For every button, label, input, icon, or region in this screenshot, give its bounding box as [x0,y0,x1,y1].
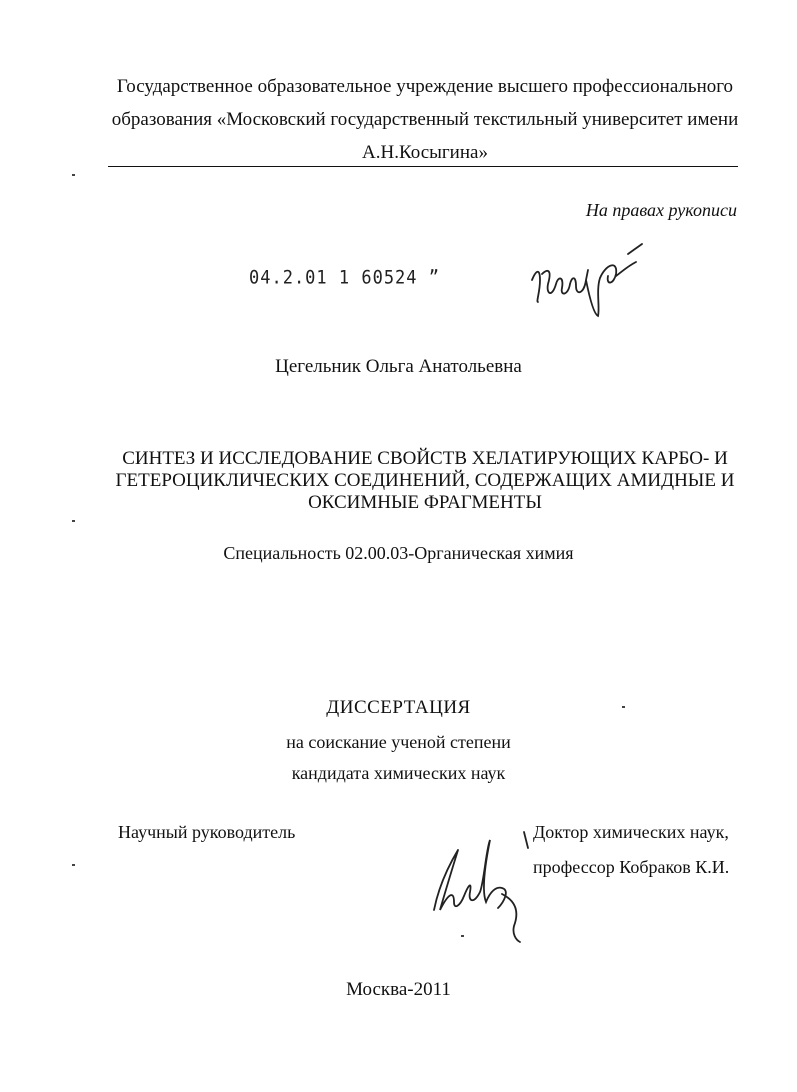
dissertation-title: СИНТЕЗ И ИССЛЕДОВАНИЕ СВОЙСТВ ХЕЛАТИРУЮЩИХ КАРБО- И ГЕТЕРОЦИКЛИЧЕСКИХ СОЕДИНЕНИЙ, СОДЕРЖАЩИХ АМИДНЫЕ И ОКСИМНЫЕ ФРАГМЕНТЫ [115,448,735,513]
rights-note: На правах рукописи [585,200,737,220]
author-signature-icon [528,240,648,320]
supervisor-signature-icon [424,830,554,950]
degree-line-2: кандидата химических наук [291,763,506,783]
scan-speck [622,706,625,708]
specialty: Специальность 02.00.03-Органическая химия [223,543,574,563]
scan-speck [72,864,75,866]
institution-line-2: образования «Московский государственный текстильный университет имени [111,109,739,130]
institution-block [95,70,755,169]
header-divider [108,166,738,167]
author-name: Цегельник Ольга Анатольевна [275,356,522,377]
document-type: ДИССЕРТАЦИЯ [326,697,471,718]
supervisor-name: профессор Кобраков К.И. [533,857,730,877]
scan-speck [461,935,464,937]
city-year: Москва-2011 [346,979,451,1000]
registration-stamp: 04.2.01 1 60524 ˮ [249,267,440,289]
scan-speck [72,520,75,522]
supervisor-label: Научный руководитель [118,822,296,842]
scan-speck [72,174,75,176]
institution-line-1: Государственное образовательное учреждение высшего профессионального [116,76,734,97]
supervisor-degree: Доктор химических наук, [533,822,729,842]
institution-line-3: А.Н.Косыгина» [362,142,488,163]
degree-line-1: на соискание ученой степени [286,732,511,752]
